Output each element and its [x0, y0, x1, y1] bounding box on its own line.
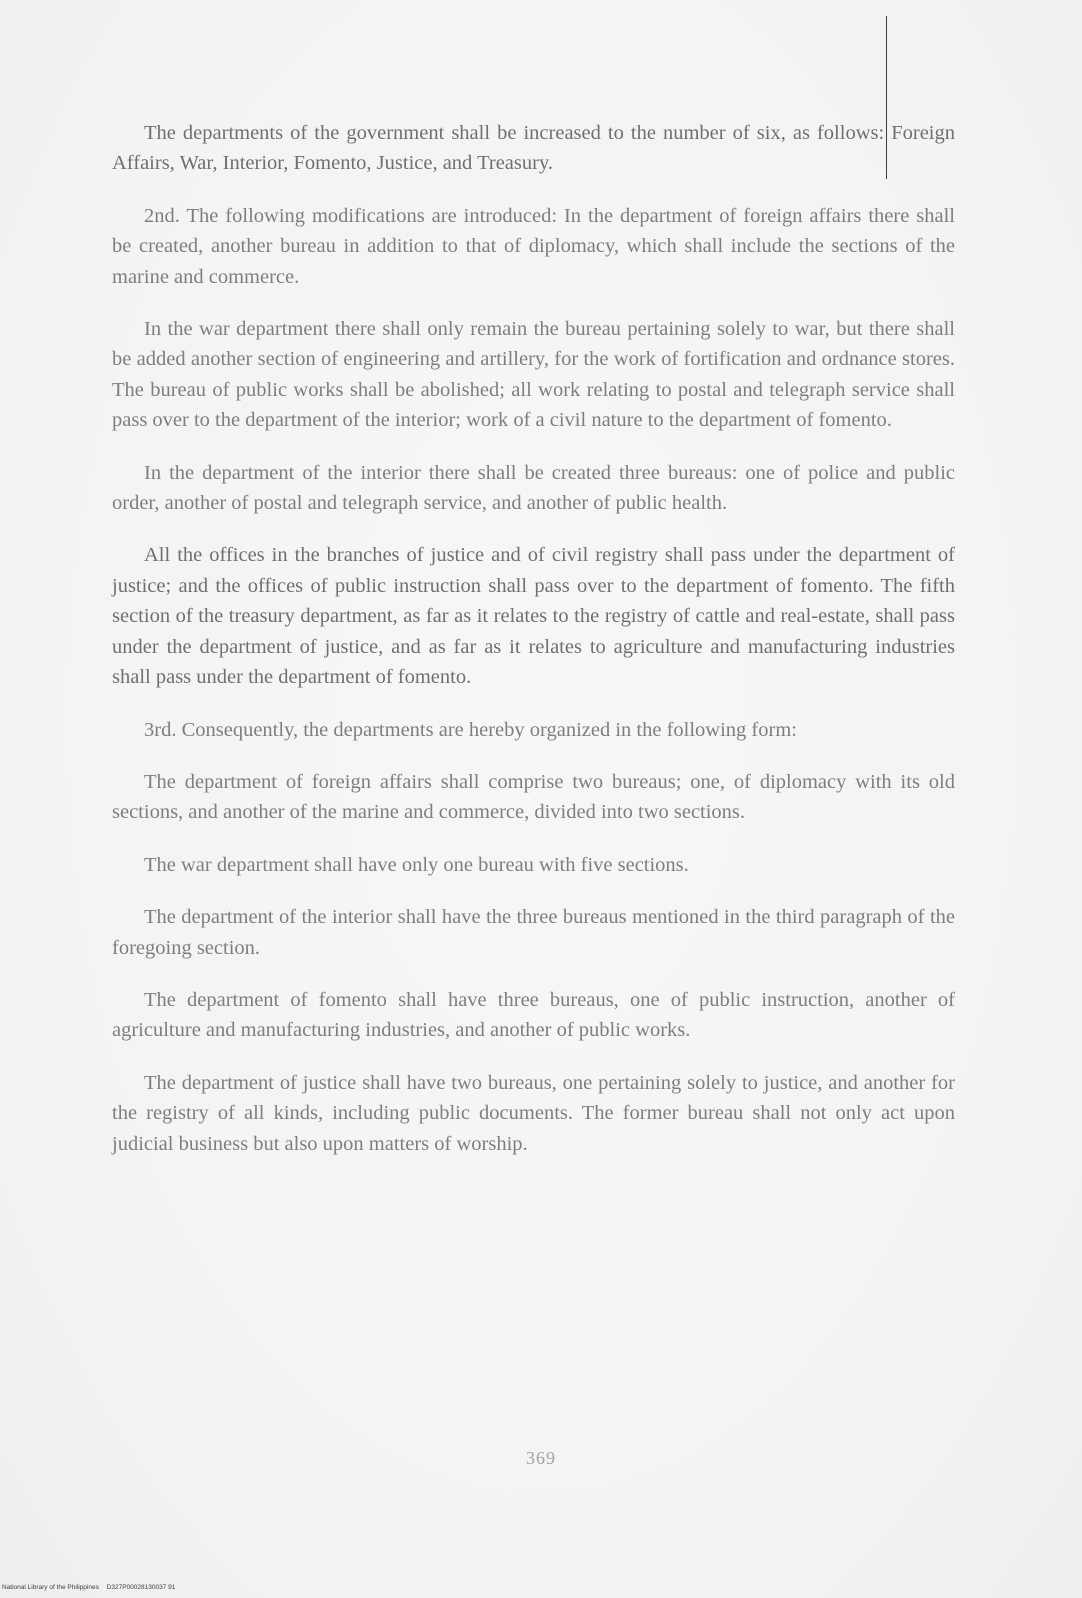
document-body	[112, 118, 955, 1181]
page-number: 369	[526, 1448, 556, 1468]
paragraph-third-organization: 3rd. Consequently, the departments are hereby organized in the following form:	[144, 718, 797, 741]
paragraph-departments-increase: The departments of the government shall be increased to the number of six, as follows: Foreign Affairs, War, Interior, Fomento, Justice, and Treasury.	[112, 122, 955, 175]
paragraph-foreign-affairs: The department of foreign affairs shall comprise two bureaus; one, of diplomacy with its old sections, and another of the marine and commerce, divided into two sections.	[112, 770, 955, 824]
scan-footer	[2, 1584, 181, 1591]
paragraph-justice: The department of justice shall have two bureaus, one pertaining solely to justice, and another for the registry of all kinds, including public documents. The former bureau shall not only act upon judicial business but also upon matters of worship.	[112, 1071, 955, 1155]
paragraph-interior: The department of the interior shall have the three bureaus mentioned in the third paragraph of the foregoing section.	[112, 906, 955, 959]
footer-identifier: D327P00028130037 91	[106, 1584, 176, 1591]
paragraph-fomento: The department of fomento shall have three bureaus, one of public instruction, another of agriculture and manufacturing industries, and another of public works.	[112, 988, 955, 1042]
paragraph-war-department: In the war department there shall only remain the bureau pertaining solely to war, but there shall be added another section of engineering and artillery, for the work of fortification and ordnance stores. The bureau of public works shall be abolished; all work relating to postal and telegraph service shall pass over to the department of the interior; work of a civil nature to the department of fomento.	[112, 318, 955, 432]
paragraph-war-bureau: The war department shall have only one bureau with five sections.	[144, 853, 689, 876]
paragraph-justice-offices: All the offices in the branches of justice and of civil registry shall pass under the department of justice; and the offices of public instruction shall pass over to the department of fomento. The fifth section of the treasury department, as far as it relates to the registry of cattle and real-estate, shall pass under the department of justice, and as far as it relates to agriculture and manufacturing industries shall pass under the department of fomento.	[112, 544, 955, 689]
paragraph-second-modifications: 2nd. The following modifications are introduced: In the department of foreign affairs there shall be created, another bureau in addition to that of diplomacy, which shall include the sections of the marine and commerce.	[112, 204, 955, 288]
footer-institution: National Library of the Philippines	[2, 1584, 99, 1591]
paragraph-interior-bureaus: In the department of the interior there shall be created three bureaus: one of police and public order, another of postal and telegraph service, and another of public health.	[112, 461, 955, 515]
